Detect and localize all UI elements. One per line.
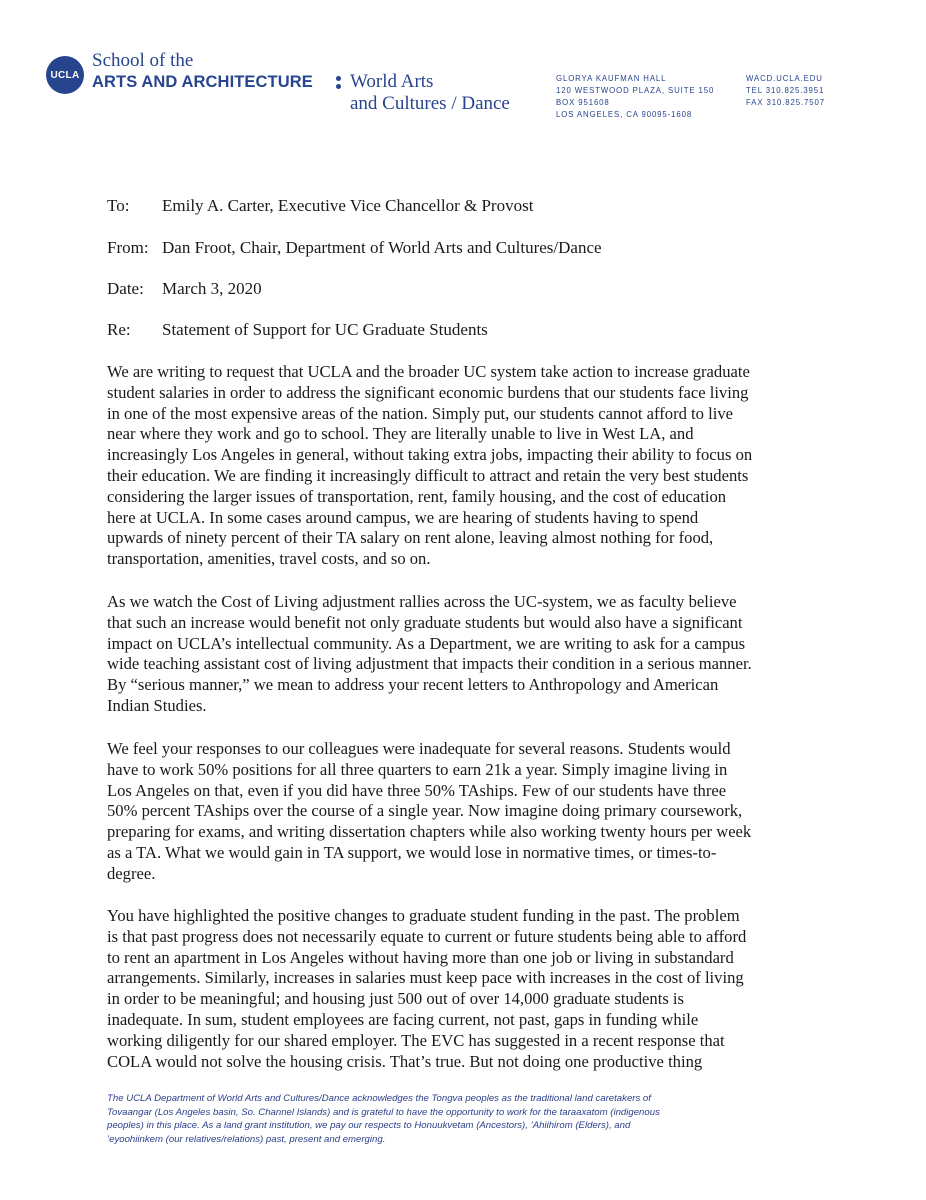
text-line: impact on UCLA’s intellectual community. As a Department, we are writing to ask for a campus xyxy=(107,633,746,653)
text-line: upwards of ninety percent of their TA salary on rent alone, leaving almost nothing for food, xyxy=(107,528,714,548)
school-name-line2: ARTS AND ARCHITECTURE xyxy=(92,73,313,91)
memo-label: Date: xyxy=(107,279,144,298)
text-line: By “serious manner,” we mean to address your recent letters to Anthropology and American xyxy=(107,675,719,695)
text-line: preparing for exams, and writing dissertation chapters while also working twenty hours per week xyxy=(107,822,752,842)
memo-value: Dan Froot, Chair, Department of World Arts and Cultures/Dance xyxy=(162,238,602,257)
text-line: in one of the most expensive areas of the nation. Simply put, our students cannot afford to live xyxy=(107,403,733,423)
memo-subject xyxy=(107,320,488,340)
text-line: in order to be meaningful; and housing just 500 out of over 14,000 graduate students is xyxy=(107,989,684,1009)
text-line: that such an increase would benefit not only graduate students but would also have a significant xyxy=(107,612,743,632)
memo-label: Re: xyxy=(107,320,131,339)
footer-line: The UCLA Department of World Arts and Cultures/Dance acknowledges the Tongva peoples as the traditional land caretakers of xyxy=(107,1093,651,1104)
memo-from xyxy=(107,238,602,258)
memo-label: To: xyxy=(107,196,130,215)
memo-value: Statement of Support for UC Graduate Students xyxy=(162,320,488,339)
body-paragraph-4 xyxy=(107,906,819,1072)
footer-line: Tovaangar (Los Angeles basin, So. Channel Islands) and is grateful to have the opportunity to work for the taraaxatom (indigenous xyxy=(107,1106,660,1118)
fax-text: FAX 310.825.7507 xyxy=(746,98,825,107)
text-line: transportation, amenities, travel costs, and so on. xyxy=(107,549,431,569)
website-text: WACD.UCLA.EDU xyxy=(746,74,823,83)
text-line: Indian Studies. xyxy=(107,695,207,715)
contact-info xyxy=(746,73,825,109)
letterhead xyxy=(46,50,896,130)
text-line: We feel your responses to our colleagues were inadequate for several reasons. Students would xyxy=(107,739,731,758)
memo-value: March 3, 2020 xyxy=(162,279,262,298)
colon-divider-icon xyxy=(336,74,342,90)
memo-date xyxy=(107,279,262,299)
text-line: have to work 50% positions for all three quarters to earn 21k a year. Simply imagine living in xyxy=(107,759,728,779)
department-name-line1: World Arts xyxy=(350,71,434,92)
text-line: wide teaching assistant cost of living adjustment that impacts their condition in a serious manner. xyxy=(107,654,752,674)
memo-value: Emily A. Carter, Executive Vice Chancellor & Provost xyxy=(162,196,534,215)
text-line: considering the larger issues of transportation, rent, family housing, and the cost of education xyxy=(107,486,727,506)
text-line: inadequate. In sum, student employees are facing current, not past, gaps in funding while xyxy=(107,1009,699,1029)
memo-to xyxy=(107,196,533,216)
ucla-seal-logo: UCLA xyxy=(46,56,84,94)
text-line: their education. We are finding it increasingly difficult to attract and retain the very best students xyxy=(107,465,749,485)
text-line: We are writing to request that UCLA and the broader UC system take action to increase graduate xyxy=(107,362,750,381)
text-line: You have highlighted the positive changes to graduate student funding in the past. The problem xyxy=(107,906,740,925)
text-line: 50% percent TAships over the course of a single year. Now imagine doing primary coursework, xyxy=(107,801,743,821)
text-line: near where they work and go to school. They are literally unable to live in West LA, and xyxy=(107,424,694,444)
body-paragraph-3 xyxy=(107,739,819,885)
land-acknowledgement-footer xyxy=(107,1092,897,1146)
text-line: arrangements. Similarly, increases in salaries must keep pace with increases in the cost of living xyxy=(107,968,744,988)
mailing-address xyxy=(556,73,714,121)
department-name-line2: and Cultures / Dance xyxy=(350,93,510,114)
footer-line: ’eyoohiinkem (our relatives/relations) past, present and emerging. xyxy=(107,1133,386,1145)
text-line: to rent an apartment in Los Angeles without having more than one job or living in substandard xyxy=(107,947,734,967)
text-line: as a TA. What we would gain in TA support, we would lose in normative times, or times-to- xyxy=(107,842,717,862)
text-line: As we watch the Cost of Living adjustment rallies across the UC-system, we as faculty believe xyxy=(107,592,737,611)
text-line: Los Angeles on that, even if you did have three 50% TAships. Few of our students have three xyxy=(107,780,727,800)
school-name-line1: School of the xyxy=(92,50,194,71)
address-line: BOX 951608 xyxy=(556,98,610,107)
memo-label: From: xyxy=(107,238,149,257)
text-line: COLA would not solve the housing crisis. That’s true. But not doing one productive thing xyxy=(107,1051,703,1071)
body-paragraph-1 xyxy=(107,362,819,570)
body-paragraph-2 xyxy=(107,592,819,717)
text-line: is that past progress does not necessarily equate to current or future students being able to afford xyxy=(107,926,747,946)
address-line: LOS ANGELES, CA 90095-1608 xyxy=(556,110,693,119)
address-line: 120 WESTWOOD PLAZA, SUITE 150 xyxy=(556,86,715,95)
text-line: here at UCLA. In some cases around campus, we are hearing of students having to spend xyxy=(107,507,699,527)
text-line: increasingly Los Angeles in general, without taking extra jobs, impacting their ability to focus on xyxy=(107,445,753,465)
address-line: GLORYA KAUFMAN HALL xyxy=(556,74,667,83)
phone-text: TEL 310.825.3951 xyxy=(746,86,825,95)
text-line: degree. xyxy=(107,863,156,883)
text-line: student salaries in order to address the significant economic burdens that our students face living xyxy=(107,382,749,402)
text-line: working diligently for our shared employer. The EVC has suggested in a recent response that xyxy=(107,1030,725,1050)
footer-line: peoples) in this place. As a land grant institution, we pay our respects to Honuukvetam (Ancestors), ’Ahiihirom (Elders), and xyxy=(107,1120,631,1131)
